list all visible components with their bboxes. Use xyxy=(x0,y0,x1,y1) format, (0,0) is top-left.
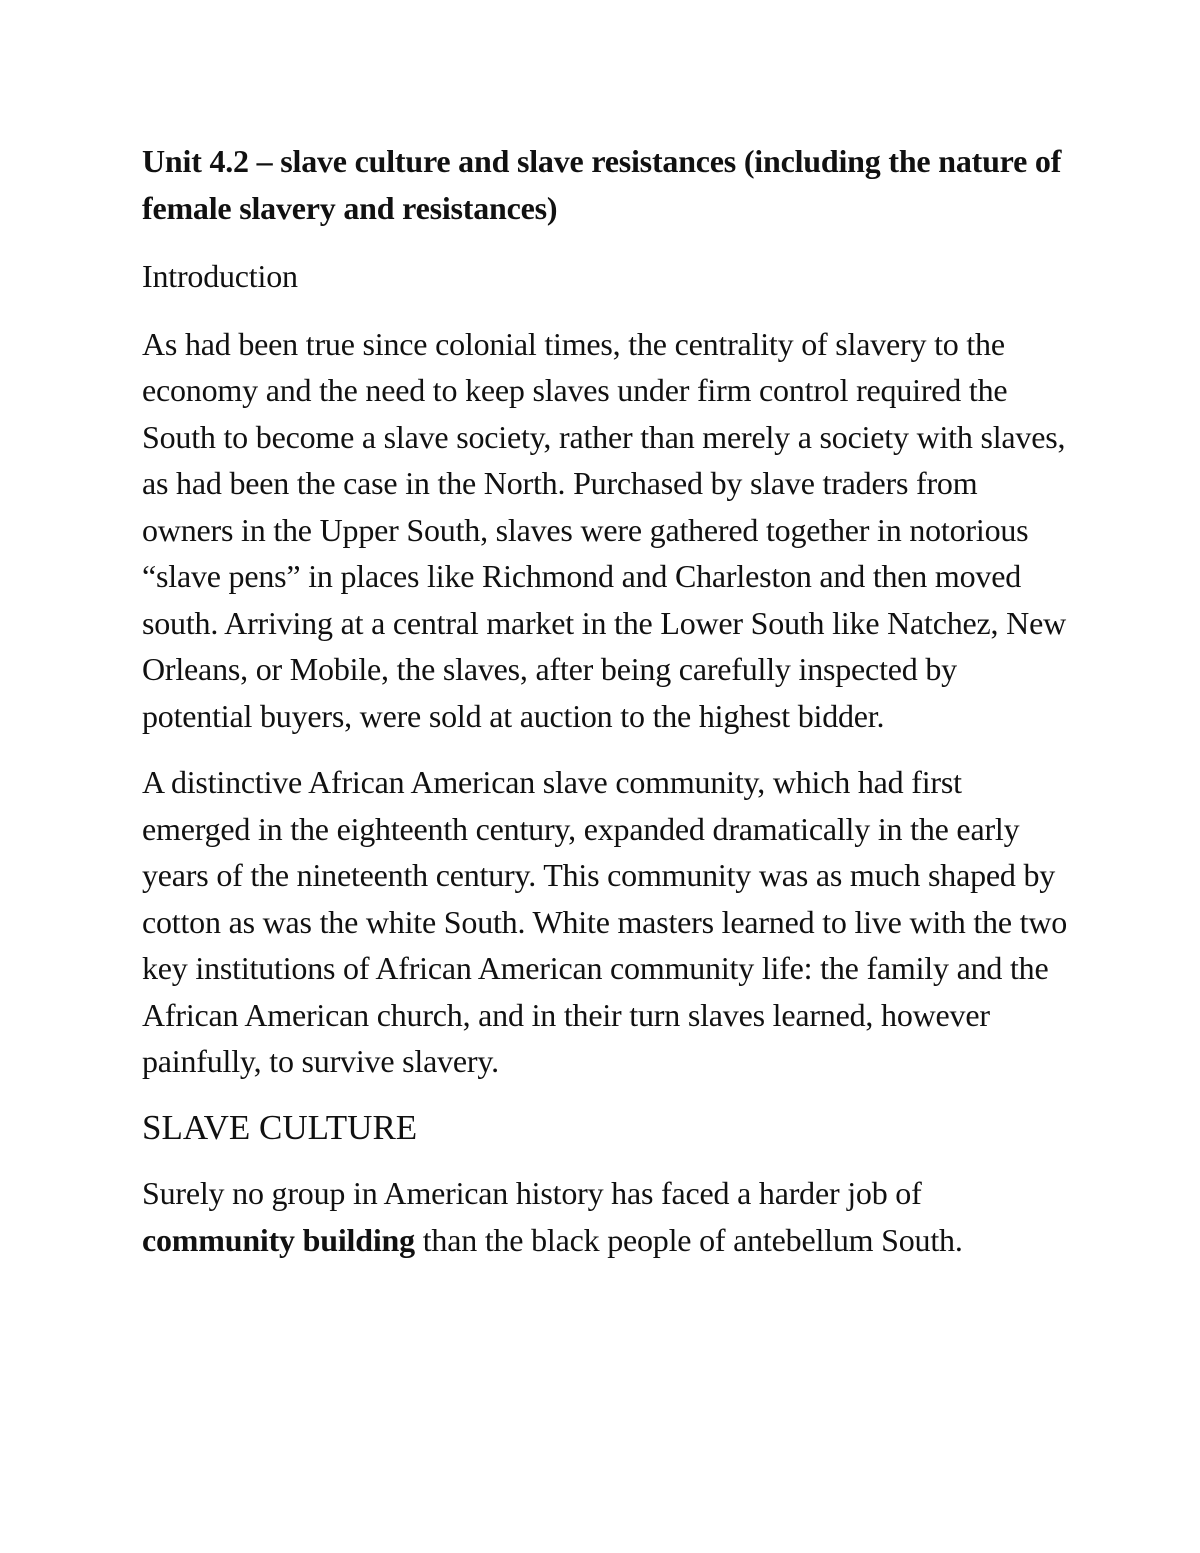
paragraph-community-building xyxy=(142,1170,1072,1263)
slave-culture-heading: SLAVE CULTURE xyxy=(142,1107,418,1147)
paragraph-slave-community: A distinctive African American slave community, which had first emerged in the eighteenth century, expanded dramatically in the early years of the nineteenth century. This community was as much shaped by cotton as was the white South. White masters learned to live with the two key institutions of African American community life: the family and the African American church, and in their turn slaves learned, however painfully, to survive slavery. xyxy=(142,764,1068,1079)
document-title: Unit 4.2 – slave culture and slave resistances (including the nature of female slavery and resistances) xyxy=(142,143,1062,226)
paragraph-slave-society: As had been true since colonial times, the centrality of slavery to the economy and the need to keep slaves under firm control required the South to become a slave society, rather than merely a society with slaves, as had been the case in the North. Purchased by slave traders from owners in the Upper South, slaves were gathered together in notorious “slave pens” in places like Richmond and Charleston and then moved south. Arriving at a central market in the Lower South like Natchez, New Orleans, or Mobile, the slaves, after being carefully inspected by potential buyers, were sold at auction to the highest bidder. xyxy=(142,325,1066,734)
bold-phrase-community-building: community building xyxy=(142,1221,415,1258)
paragraph-text-after: than the black people of antebellum South. xyxy=(414,1221,963,1258)
introduction-heading: Introduction xyxy=(142,258,298,294)
paragraph-text-before: Surely no group in American history has faced a harder job of xyxy=(142,1175,922,1211)
document-body xyxy=(142,138,1072,1283)
